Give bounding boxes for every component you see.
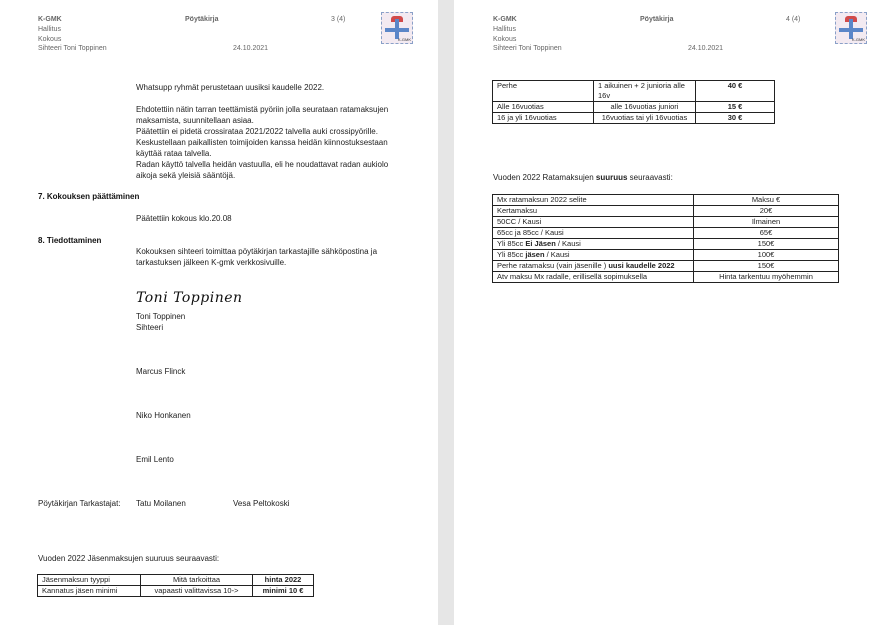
cell-bold-text: uusi kaudelle 2022 xyxy=(608,261,675,270)
table-row xyxy=(493,113,775,124)
table-cell xyxy=(493,261,694,272)
header-org: K-GMK xyxy=(493,16,517,23)
club-logo-icon: K-GMK xyxy=(381,12,413,44)
table-cell: 1 aikuinen + 2 junioria alle 16v xyxy=(594,81,696,102)
handwritten-signature: Toni Toppinen xyxy=(136,290,243,306)
header-line3: Kokous xyxy=(493,36,517,43)
table-header-cell: Mitä tarkoittaa xyxy=(141,575,253,586)
paragraph: Keskustellaan paikallisten toimijoiden kanssa heidän kiinnostuksestaan xyxy=(136,138,388,147)
cell-text: Perhe ratamaksu (vain jäsenille ) xyxy=(497,261,609,270)
cell-text: Yli 85cc xyxy=(497,250,526,259)
table-cell: Atv maksu Mx radalle, erillisellä sopimuksella xyxy=(493,272,694,283)
section-8-title: 8. Tiedottaminen xyxy=(38,236,102,245)
header-line4: Sihteeri Toni Toppinen xyxy=(38,45,107,52)
signer-emil: Emil Lento xyxy=(136,455,174,464)
table-cell: 16 ja yli 16vuotias xyxy=(493,113,594,124)
table-header-cell: hinta 2022 xyxy=(253,575,314,586)
table-cell: 150€ xyxy=(694,261,839,272)
header-date: 24.10.2021 xyxy=(688,45,724,52)
table-cell: Perhe xyxy=(493,81,594,102)
paragraph: maksamista, suunnitellaan asiaa. xyxy=(136,116,254,125)
table-row xyxy=(493,250,839,261)
table-cell: 20€ xyxy=(694,206,839,217)
table-cell: 50CC / Kausi xyxy=(493,217,694,228)
document-page-4 xyxy=(454,0,892,625)
track-fee-table xyxy=(492,194,839,283)
table-header-cell: Jäsenmaksun tyyppi xyxy=(38,575,141,586)
table-row xyxy=(493,102,775,113)
membership-intro: Vuoden 2022 Jäsenmaksujen suuruus seuraavasti: xyxy=(38,554,220,563)
table-cell: vapaasti valittavissa 10-> xyxy=(141,586,253,597)
paragraph: käyttää rataa talvella. xyxy=(136,149,212,158)
signer-name: Toni Toppinen xyxy=(136,312,186,321)
inspector-1: Tatu Moilanen xyxy=(136,499,186,508)
cell-bold-text: Ei Jäsen xyxy=(525,239,556,248)
signer-niko: Niko Honkanen xyxy=(136,411,191,420)
table-row xyxy=(493,272,839,283)
track-fees-intro xyxy=(493,172,673,183)
fee-table xyxy=(492,80,775,124)
paragraph: Radan käyttö talvella heidän vastuulla, eli he noudattavat radan aukiolo xyxy=(136,160,389,169)
inspector-2: Vesa Peltokoski xyxy=(233,499,290,508)
table-cell: 100€ xyxy=(694,250,839,261)
table-row xyxy=(493,206,839,217)
table-cell: 30 € xyxy=(696,113,775,124)
header-line3: Kokous xyxy=(38,36,62,43)
header-page-number: 3 (4) xyxy=(331,16,346,23)
cell-text: Yli 85cc xyxy=(497,239,526,248)
table-row xyxy=(493,239,839,250)
header-doc-title: Pöytäkirja xyxy=(185,16,219,23)
table-cell: minimi 10 € xyxy=(253,586,314,597)
track-intro-post: seuraavasti: xyxy=(627,173,673,182)
table-cell: Kertamaksu xyxy=(493,206,694,217)
table-row xyxy=(493,228,839,239)
header-line4: Sihteeri Toni Toppinen xyxy=(493,45,562,52)
section-8-line2: tarkastuksen jälkeen K-gmk verkkosivuille. xyxy=(136,258,287,267)
cell-bold-text: jäsen xyxy=(525,250,545,259)
paragraph: Ehdotettiin nätin tarran teettämistä pyöriin jolla seurataan ratamaksujen xyxy=(136,105,389,114)
table-row xyxy=(493,217,839,228)
table-cell: 40 € xyxy=(696,81,775,102)
section-7-text: Päätettiin kokous klo.20.08 xyxy=(136,214,232,223)
table-cell: 16vuotias tai yli 16vuotias xyxy=(594,113,696,124)
section-7-title: 7. Kokouksen päättäminen xyxy=(38,192,140,201)
table-cell: 65€ xyxy=(694,228,839,239)
track-intro-bold: suuruus xyxy=(595,173,628,182)
header-line2: Hallitus xyxy=(493,26,516,33)
table-row xyxy=(493,195,839,206)
cell-text: / Kausi xyxy=(544,250,570,259)
paragraph: Whatsupp ryhmät perustetaan uusiksi kaudelle 2022. xyxy=(136,83,325,92)
table-row xyxy=(493,81,775,102)
table-cell: 65cc ja 85cc / Kausi xyxy=(493,228,694,239)
header-doc-title: Pöytäkirja xyxy=(640,16,674,23)
signer-role: Sihteeri xyxy=(136,323,164,332)
membership-table xyxy=(37,574,314,597)
table-cell: Ilmainen xyxy=(694,217,839,228)
paragraph: aikoja sekä yleisiä sääntöjä. xyxy=(136,171,236,180)
table-row xyxy=(38,586,314,597)
club-logo-icon: K-GMK xyxy=(835,12,867,44)
cell-text: / Kausi xyxy=(555,239,581,248)
header-org: K-GMK xyxy=(38,16,62,23)
table-cell: Alle 16vuotias xyxy=(493,102,594,113)
table-row xyxy=(38,575,314,586)
table-row xyxy=(493,261,839,272)
track-intro-pre: Vuoden 2022 Ratamaksujen xyxy=(493,173,596,182)
table-cell: Kannatus jäsen minimi xyxy=(38,586,141,597)
paragraph: Päätettiin ei pidetä crossirataa 2021/2022 talvella auki crossipyörille. xyxy=(136,127,378,136)
section-8-line1: Kokouksen sihteeri toimittaa pöytäkirjan tarkastajille sähköpostina ja xyxy=(136,247,378,256)
document-page-3 xyxy=(0,0,438,625)
signer-marcus: Marcus Flinck xyxy=(136,367,186,376)
table-cell xyxy=(493,239,694,250)
header-date: 24.10.2021 xyxy=(233,45,269,52)
header-line2: Hallitus xyxy=(38,26,61,33)
table-header-cell: Maksu € xyxy=(694,195,839,206)
table-header-cell: Mx ratamaksun 2022 selite xyxy=(493,195,694,206)
table-cell: Hinta tarkentuu myöhemmin xyxy=(694,272,839,283)
inspectors-label: Pöytäkirjan Tarkastajat: xyxy=(38,499,121,508)
header-page-number: 4 (4) xyxy=(786,16,801,23)
table-cell: 15 € xyxy=(696,102,775,113)
table-cell xyxy=(493,250,694,261)
table-cell: alle 16vuotias juniori xyxy=(594,102,696,113)
table-cell: 150€ xyxy=(694,239,839,250)
